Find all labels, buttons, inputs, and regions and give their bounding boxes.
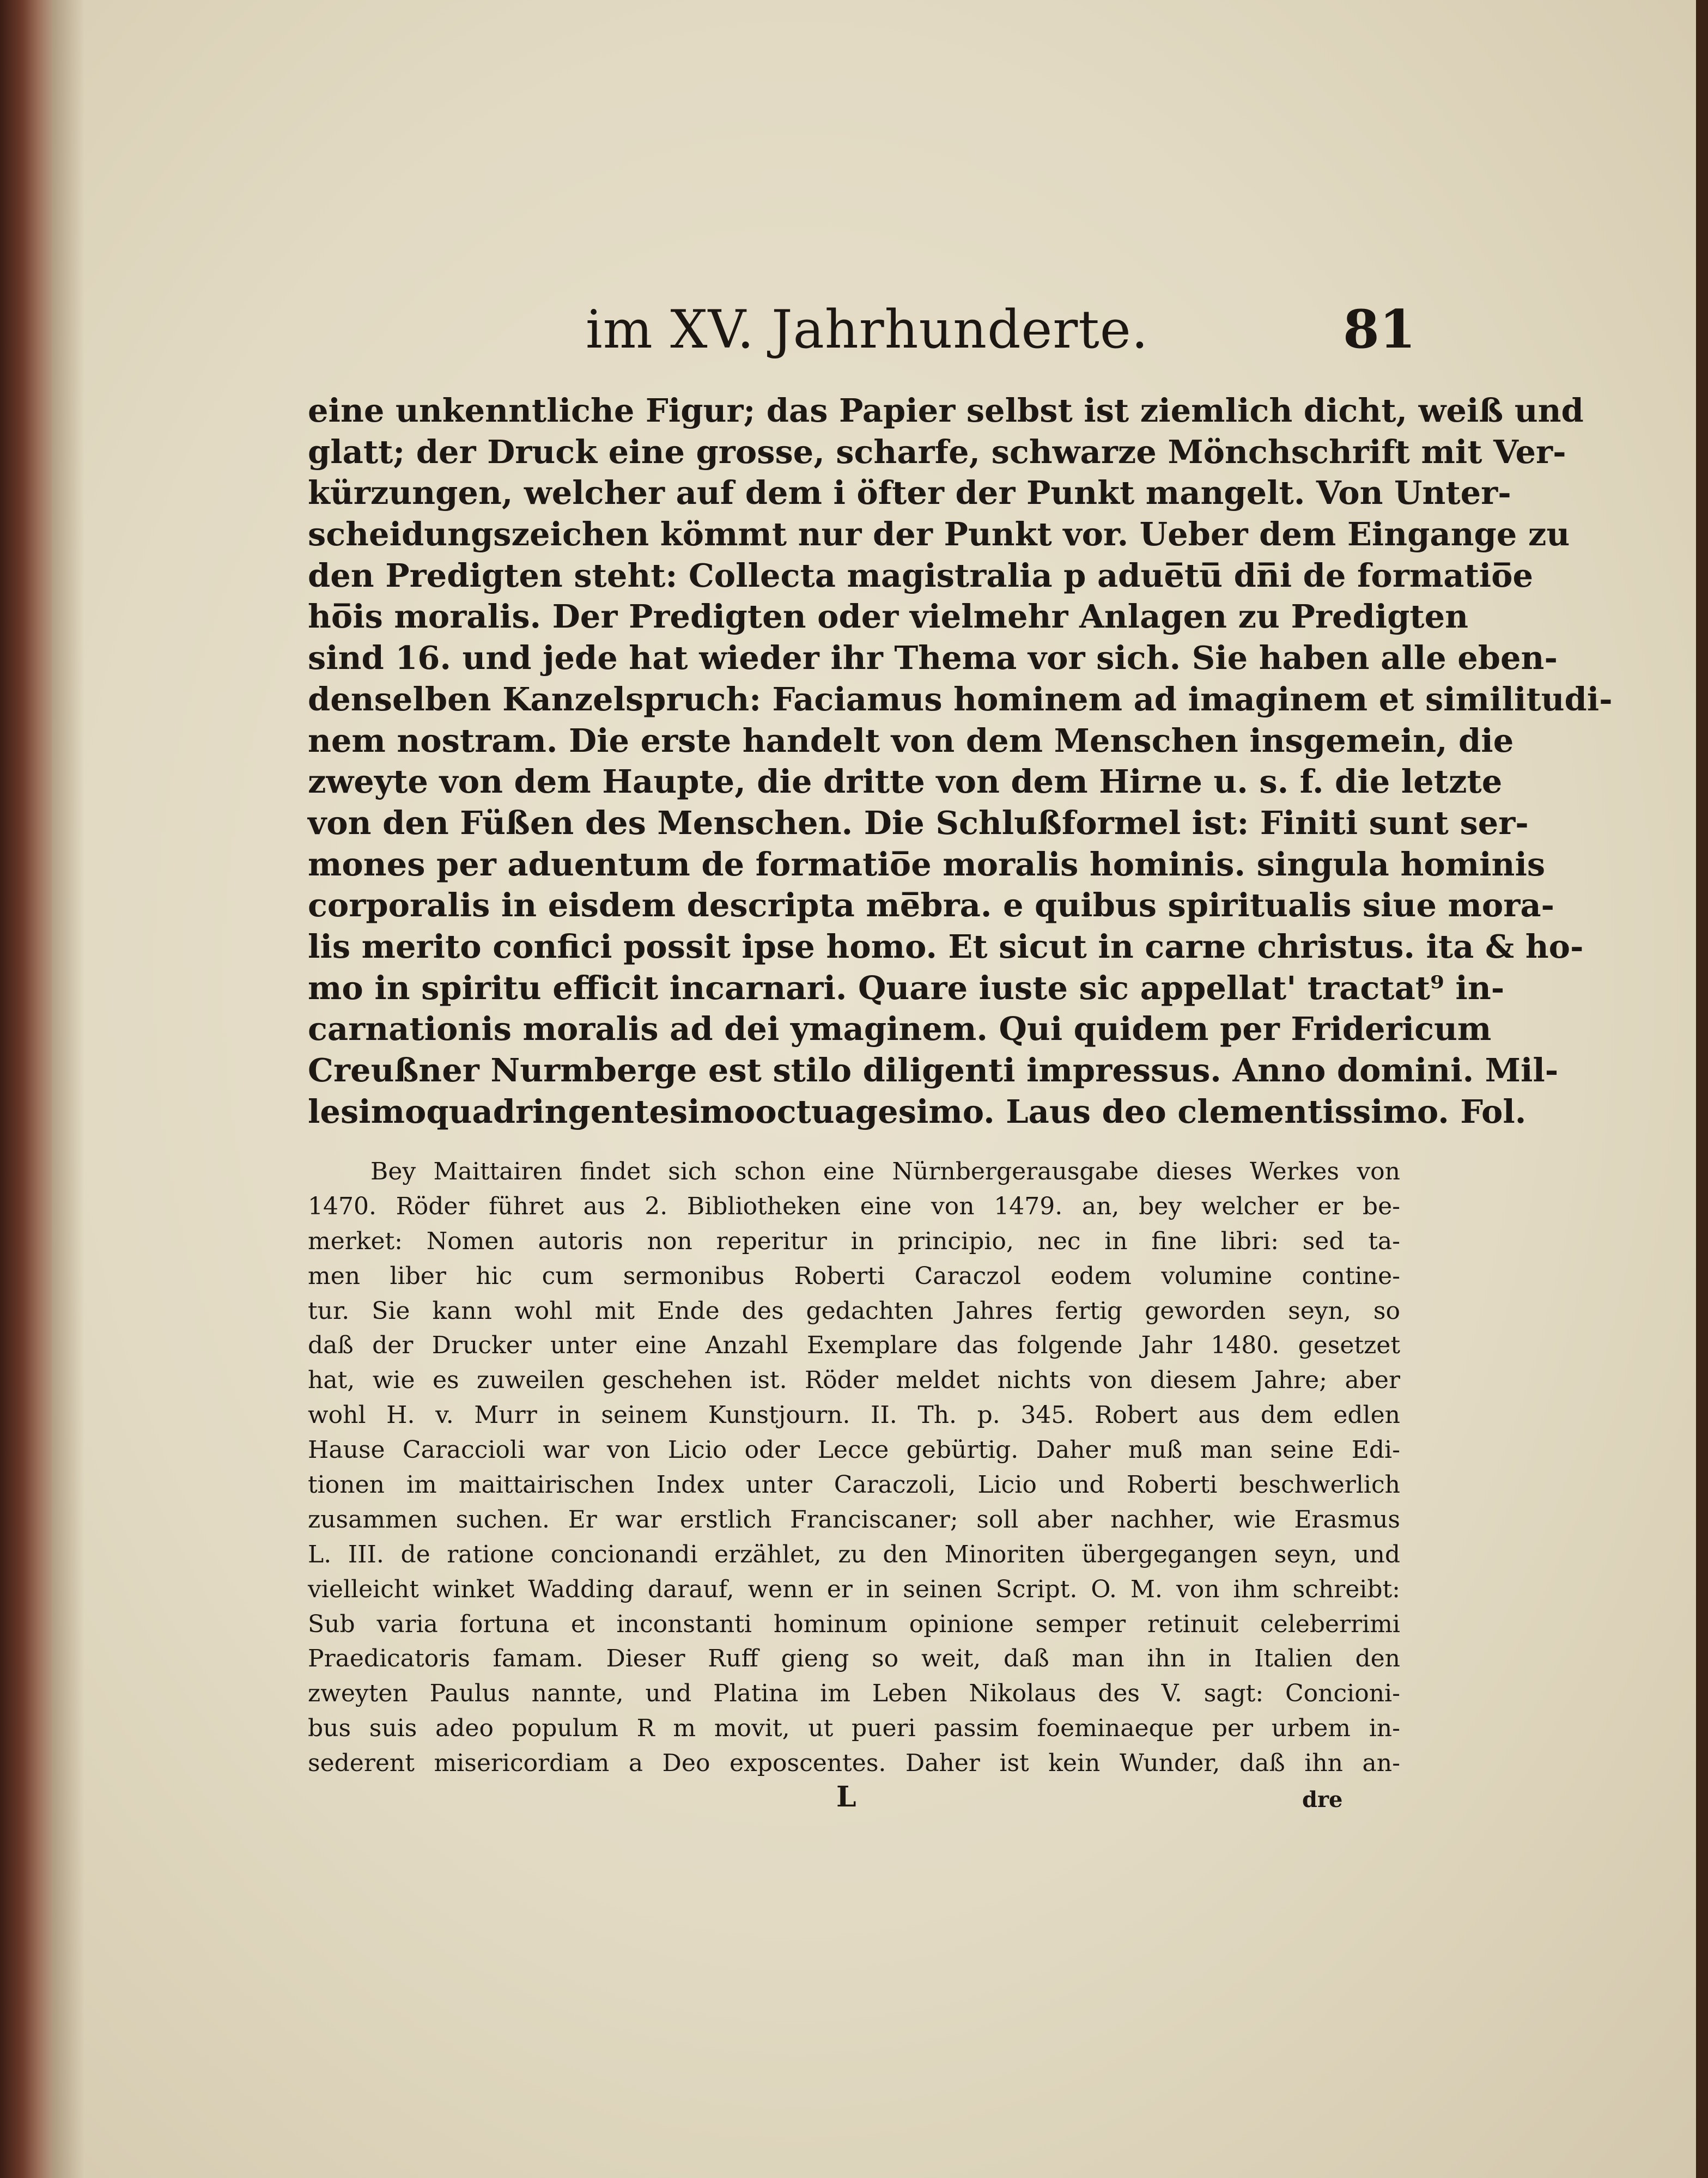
catchword: dre [1302, 1787, 1343, 1812]
note-paragraph [308, 1154, 1400, 1781]
text-line: mo in spiritu efficit incarnari. Quare iuste sic appellat' tractat⁹ in- [308, 969, 1505, 1007]
book-edge [0, 0, 54, 2178]
text-line: denselben Kanzelspruch: Faciamus hominem ad imaginem et similitudi- [308, 680, 1613, 718]
blank-bottom-margin [52, 1841, 1708, 2168]
text-line: eine unkenntliche Figur; das Papier selbst ist ziemlich dicht, weiß und [308, 392, 1584, 429]
text-line: von den Füßen des Menschen. Die Schlußformel ist: Finiti sunt ser- [308, 804, 1529, 842]
text-line: zweyte von dem Haupte, die dritte von dem Hirne u. s. f. die letzte [308, 763, 1503, 801]
note-line: Hause Caraccioli war von Licio oder Lecce gebürtig. Daher muß man seine Edi- [308, 1436, 1400, 1464]
text-line: Creußner Nurmberge est stilo diligenti impressus. Anno domini. Mil- [308, 1051, 1559, 1089]
main-paragraph [308, 390, 1613, 1132]
page-header [586, 297, 1430, 362]
note-line: 1470. Röder führet aus 2. Bibliotheken eine von 1479. an, bey welcher er be- [308, 1192, 1400, 1220]
running-title: im XV. Jahrhunderte. [586, 299, 1149, 360]
text-line: lesimoquadringentesimooctuagesimo. Laus deo clementissimo. Fol. [308, 1092, 1527, 1130]
note-line: Sub varia fortuna et inconstanti hominum opinione semper retinuit celeberrimi [308, 1610, 1400, 1638]
text-line: sind 16. und jede hat wieder ihr Thema vor sich. Sie haben alle eben- [308, 639, 1558, 677]
note-line: zweyten Paulus nannte, und Platina im Leben Nikolaus des V. sagt: Concioni- [308, 1680, 1400, 1708]
note-line: Bey Maittairen findet sich schon eine Nürnbergerausgabe dieses Werkes von [370, 1158, 1400, 1185]
text-line: corporalis in eisdem descripta me̅bra. e quibus spiritualis siue mora- [308, 886, 1555, 924]
page-number: 81 [1343, 299, 1416, 360]
note-line: daß der Drucker unter eine Anzahl Exemplare das folgende Jahr 1480. gesetzet [308, 1331, 1400, 1360]
text-line: lis merito confici possit ipse homo. Et sicut in carne christus. ita & ho- [308, 927, 1584, 965]
book-page [52, 0, 1708, 2178]
text-line: glatt; der Druck eine grosse, scharfe, schwarze Mönchschrift mit Ver- [308, 433, 1566, 471]
note-line: bus suis adeo populum R m movit, ut pueri passim foeminaeque per urbem in- [308, 1714, 1400, 1743]
note-line: men liber hic cum sermonibus Roberti Caraczol eodem volumine contine- [308, 1262, 1400, 1290]
note-line: hat, wie es zuweilen geschehen ist. Röder meldet nichts von diesem Jahre; aber [308, 1366, 1400, 1395]
text-line: mones per aduentum de formatio̅e moralis hominis. singula hominis [308, 845, 1546, 883]
signature-mark: L [836, 1780, 856, 1814]
text-line: nem nostram. Die erste handelt von dem Menschen insgemein, die [308, 721, 1514, 759]
note-line: zusammen suchen. Er war erstlich Franciscaner; soll aber nachher, wie Erasmus [308, 1505, 1400, 1534]
text-line: scheidungszeichen kömmt nur der Punkt vor. Ueber dem Eingange zu [308, 515, 1570, 553]
note-line: wohl H. v. Murr in seinem Kunstjourn. II. Th. p. 345. Robert aus dem edlen [308, 1401, 1400, 1429]
note-line: Praedicatoris famam. Dieser Ruff gieng so weit, daß man ihn in Italien den [308, 1645, 1400, 1673]
text-line: den Predigten steht: Collecta magistralia p adue̅tu̅ dn̅i de formatio̅e [308, 556, 1534, 594]
text-line: ho̅is moralis. Der Predigten oder vielmehr Anlagen zu Predigten [308, 598, 1469, 636]
text-line: kürzungen, welcher auf dem i öfter der Punkt mangelt. Von Unter- [308, 474, 1511, 512]
text-line: carnationis moralis ad dei ymaginem. Qui quidem per Fridericum [308, 1010, 1492, 1048]
note-line: vielleicht winket Wadding darauf, wenn er in seinen Script. O. M. von ihm schreibt: [308, 1575, 1400, 1603]
note-line: tur. Sie kann wohl mit Ende des gedachten Jahres fertig geworden seyn, so [308, 1297, 1400, 1325]
note-line: tionen im maittairischen Index unter Caraczoli, Licio und Roberti beschwerlich [308, 1471, 1400, 1499]
note-line: merket: Nomen autoris non reperitur in principio, nec in fine libri: sed ta- [308, 1227, 1400, 1255]
note-line: sederent misericordiam a Deo exposcentes. Daher ist kein Wunder, daß ihn an- [308, 1749, 1400, 1778]
note-line: L. III. de ratione concionandi erzählet, zu den Minoriten übergegangen seyn, und [308, 1540, 1400, 1568]
